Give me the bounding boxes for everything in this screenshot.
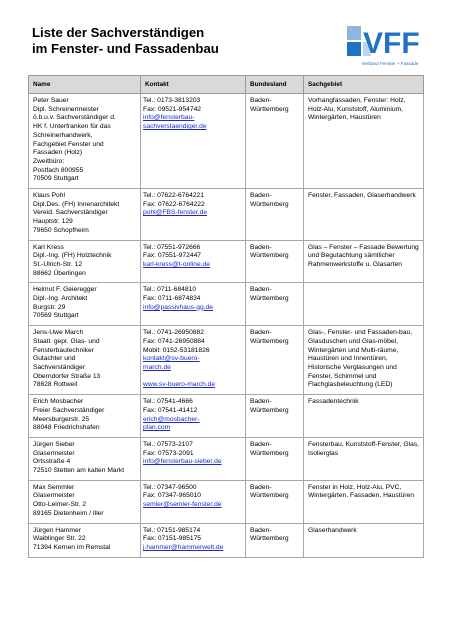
phone-text: Tel.: 07347-96500	[143, 483, 197, 491]
table-header-row	[29, 76, 424, 94]
phone-text: Tel.: 07541-4666	[143, 398, 193, 406]
email-link[interactable]: info@fensterbau-sieber.de	[143, 458, 222, 466]
logo-text: VFF	[363, 27, 420, 60]
bundesland-line: Württemberg	[250, 492, 289, 500]
name-line: Glasermeister	[33, 492, 75, 500]
name-line: 89165 Dietenheim / Iller	[33, 509, 104, 517]
bundesland-line: Württemberg	[250, 252, 289, 260]
bundesland-line: Württemberg	[250, 337, 289, 345]
name-line: 88048 Friedrichshafen	[33, 424, 100, 432]
email-link[interactable]: pohl@FBS-fenster.de	[143, 209, 208, 217]
sachverstaendige-table	[28, 75, 424, 558]
sachgebiet-cell	[304, 94, 424, 189]
email-link[interactable]: march.de	[143, 363, 171, 371]
fax-text: Fax: 07573-2091	[143, 449, 194, 457]
name-line: 71394 Kernen im Remstal	[33, 543, 111, 551]
contact-cell	[141, 283, 246, 326]
name-line: Zweitbüro:	[33, 157, 65, 165]
contact-cell	[141, 480, 246, 523]
email-link[interactable]: info@passivhaus-gg.de	[143, 303, 213, 311]
fax-text: Fax: 07551-972447	[143, 252, 202, 260]
name-line: 88662 Überlingen	[33, 269, 86, 277]
name-line: Fassaden (Holz)	[33, 149, 83, 157]
name-line: Dipl.-Ing. Architekt	[33, 295, 88, 303]
bundesland-cell	[246, 395, 304, 438]
bundesland-line: Baden-	[250, 243, 272, 251]
name-line: Jens-Uwe March	[33, 329, 84, 337]
email-link[interactable]: info@fensterbau-	[143, 114, 195, 122]
name-line: St.-Ulrich-Str. 12	[33, 260, 83, 268]
name-line: 79650 Schopfheim	[33, 226, 89, 234]
name-line: ö.b.u.v. Sachverständiger d.	[33, 114, 116, 122]
name-cell	[29, 480, 141, 523]
sachgebiet-cell	[304, 395, 424, 438]
fax-text: Fax: 07541-41412	[143, 406, 198, 414]
sachgebiet-cell	[304, 283, 424, 326]
sachgebiet-text: Fensterbau, Kunststoff-Fenster, Glas, Isolierglas	[308, 440, 420, 457]
name-cell	[29, 94, 141, 189]
phone-text: Tel.: 07573-2107	[143, 440, 193, 448]
name-cell	[29, 240, 141, 283]
name-cell	[29, 395, 141, 438]
name-cell	[29, 523, 141, 557]
sachgebiet-text: Glas – Fenster – Fassade Bewertung und Begutachtung sämtlicher Rahmenwerkstoffe u. Glasarten	[308, 243, 419, 268]
name-line: Waiblinger Str. 22	[33, 535, 86, 543]
name-cell	[29, 326, 141, 395]
fax-text: Fax: 07347-965010	[143, 492, 202, 500]
email-link[interactable]: j.hammer@hammerwelt.de	[143, 543, 224, 551]
fax-text: Fax: 09521-954742	[143, 105, 202, 113]
contact-cell	[141, 437, 246, 480]
sachgebiet-cell	[304, 480, 424, 523]
name-line: Schreinerhandwerk,	[33, 131, 93, 139]
fax-text: Fax: 0711-6874834	[143, 295, 201, 303]
sachgebiet-text: Glaserhandwerk	[308, 526, 357, 534]
name-line: 72510 Stetten am kalten Markt	[33, 467, 125, 475]
name-line: Peter Sauer	[33, 97, 69, 104]
table-row	[29, 326, 424, 395]
name-line: Otto-Leimer-Str. 2	[33, 501, 87, 509]
vff-logo	[346, 23, 434, 71]
table-row	[29, 523, 424, 557]
phone-text: Tel.: 07622-6764221	[143, 192, 204, 200]
name-line: Postfach 800955	[33, 166, 84, 174]
name-line: Glasermeister	[33, 449, 75, 457]
contact-cell	[141, 240, 246, 283]
bundesland-cell	[246, 94, 304, 189]
name-line: Ortsstraße 4	[33, 458, 71, 466]
title-line-1: Liste der Sachverständigen	[32, 25, 205, 40]
table-row	[29, 240, 424, 283]
bundesland-line: Württemberg	[250, 449, 289, 457]
contact-cell	[141, 395, 246, 438]
name-line: Klaus Pohl	[33, 192, 65, 200]
email-link[interactable]: erich@mosbacher-	[143, 415, 200, 423]
name-cell	[29, 437, 141, 480]
name-line: Helmut F. Geieregger	[33, 286, 97, 294]
bundesland-line: Württemberg	[250, 406, 289, 414]
name-line: Fachgebiet Fenster und	[33, 140, 104, 148]
sachgebiet-cell	[304, 326, 424, 395]
sachgebiet-text: Vorhangfassaden, Fenster: Holz, Holz-Alu, Kunststoff, Aluminium, Wintergärten, Haustüren	[308, 97, 406, 122]
name-line: HK f. Unterfranken für das	[33, 123, 111, 131]
bundesland-line: Baden-	[250, 440, 272, 448]
sachgebiet-cell	[304, 240, 424, 283]
email-link[interactable]: sachverstaendiger.de	[143, 123, 207, 131]
bundesland-cell	[246, 283, 304, 326]
table-row	[29, 94, 424, 189]
fax-text: Fax: 07151-985175	[143, 535, 202, 543]
table-row	[29, 283, 424, 326]
name-line: 70509 Stuttgart	[33, 175, 79, 183]
name-line: Jürgen Hammer	[33, 526, 81, 534]
sachgebiet-text: Fassadentechnik	[308, 398, 359, 406]
bundesland-line: Württemberg	[250, 535, 289, 543]
mobile-text: Mobil: 0152-53181826	[143, 346, 210, 354]
contact-cell	[141, 326, 246, 395]
logo-subtitle: Verband Fenster + Fassade	[361, 61, 419, 66]
table-row	[29, 395, 424, 438]
email-link[interactable]: karl-kress@t-online.de	[143, 260, 210, 268]
name-line: Fensterbautechniker	[33, 346, 94, 354]
bundesland-cell	[246, 240, 304, 283]
name-line: Freier Sachverständiger	[33, 406, 105, 414]
bundesland-cell	[246, 189, 304, 241]
name-cell	[29, 189, 141, 241]
name-line: Jürgen Sieber	[33, 440, 75, 448]
email-link[interactable]: kontakt@sv-buero-	[143, 355, 200, 363]
name-line: 70569 Stuttgart	[33, 312, 79, 320]
bundesland-line: Baden-	[250, 286, 272, 294]
bundesland-line: Baden-	[250, 97, 272, 104]
name-line: Vereid. Sachverständiger	[33, 209, 108, 217]
sachgebiet-text: Fenster, Fassaden, Glaserhandwerk	[308, 192, 416, 200]
contact-cell	[141, 189, 246, 241]
header-name: Name	[29, 76, 141, 94]
page-title	[32, 25, 292, 57]
name-line: Gutachter und	[33, 355, 76, 363]
name-line: Dipl.Des. (FH) Innenarchitekt	[33, 200, 120, 208]
vff-logo-mark	[346, 23, 434, 61]
bundesland-cell	[246, 523, 304, 557]
bundesland-line: Baden-	[250, 329, 272, 337]
name-line: Karl Kress	[33, 243, 64, 251]
header-bundesland: Bundesland	[246, 76, 304, 94]
name-line: Sachverständiger	[33, 363, 86, 371]
bundesland-line: Baden-	[250, 192, 272, 200]
header-sachgebiet: Sachgebiet	[304, 76, 424, 94]
fax-text: Fax: 07622-6764222	[143, 200, 205, 208]
email-link[interactable]: plan.com	[143, 424, 171, 432]
name-line: 78628 Rottweil	[33, 381, 78, 389]
phone-text: Tel.: 07551-972666	[143, 243, 201, 251]
table-row	[29, 437, 424, 480]
sachgebiet-cell	[304, 437, 424, 480]
title-line-2: im Fenster- und Fassadenbau	[32, 41, 219, 56]
name-line: Hauptstr. 129	[33, 218, 73, 226]
phone-text: Tel.: 07151-985174	[143, 526, 201, 534]
header-kontakt: Kontakt	[141, 76, 246, 94]
phone-text: Tel.: 0741-26950882	[143, 329, 204, 337]
sachgebiet-cell	[304, 523, 424, 557]
website-link[interactable]: www.sv-buero-march.de	[143, 381, 216, 389]
fax-text: Fax: 0741-26950884	[143, 337, 205, 345]
phone-text: Tel.: 0711-684810	[143, 286, 197, 294]
table-row	[29, 189, 424, 241]
name-line: Meersburgerstr. 25	[33, 415, 90, 423]
name-line: Dipl. Schreinermeister	[33, 105, 99, 113]
name-line: Max Semmler	[33, 483, 75, 491]
bundesland-line: Württemberg	[250, 295, 289, 303]
sachgebiet-cell	[304, 189, 424, 241]
phone-text: Tel.: 0173-3813203	[143, 97, 201, 104]
table-row	[29, 480, 424, 523]
name-line: Burgstr. 29	[33, 303, 66, 311]
bundesland-cell	[246, 326, 304, 395]
bundesland-line: Württemberg	[250, 200, 289, 208]
name-line: Oberndorfer Straße 13	[33, 372, 101, 380]
bundesland-line: Baden-	[250, 398, 272, 406]
name-line: Erich Mosbacher	[33, 398, 84, 406]
email-link[interactable]: semler@semler-fenster.de	[143, 501, 222, 509]
name-cell	[29, 283, 141, 326]
bundesland-line: Baden-	[250, 483, 272, 491]
bundesland-cell	[246, 437, 304, 480]
contact-cell	[141, 523, 246, 557]
sachgebiet-text: Glas-, Fenster- und Fassaden-bau, Glasduschen und Glas-möbel, Wintergärten und Multi-räume, Haustüren und Innentüren, Historische Verglasungen und Fenster, Schimmel und Flachglasbeleuchtung (LED)	[308, 329, 413, 389]
contact-cell	[141, 94, 246, 189]
bundesland-line: Baden-	[250, 526, 272, 534]
name-line: Staatl. gepr. Glas- und	[33, 337, 100, 345]
name-line: Dipl.-Ing. (FH) Holztechnik	[33, 252, 112, 260]
bundesland-line: Württemberg	[250, 105, 289, 113]
bundesland-cell	[246, 480, 304, 523]
sachgebiet-text: Fenster in Holz, Holz-Alu, PVC, Wintergärten, Fassaden, Haustüren	[308, 483, 414, 500]
